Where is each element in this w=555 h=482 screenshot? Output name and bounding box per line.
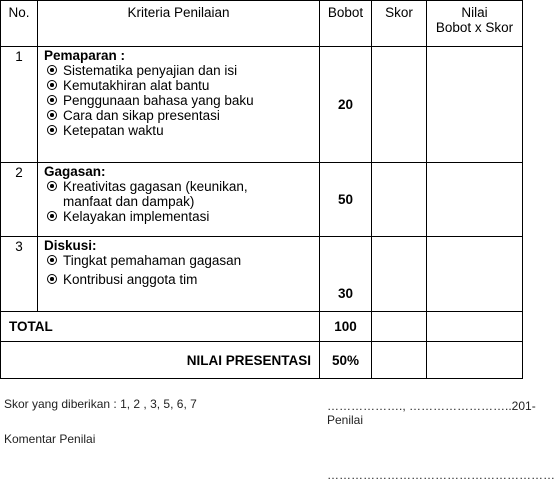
- criteria-title: Diskusi:: [44, 238, 97, 253]
- radio-bullet-icon: [47, 80, 57, 90]
- criteria-item: Penggunaan bahasa yang baku: [44, 93, 319, 108]
- nilai-cell[interactable]: [427, 47, 523, 163]
- criteria-item: Ketepatan waktu: [44, 123, 319, 138]
- bobot-value: 30: [320, 237, 372, 312]
- row-number: 1: [1, 47, 38, 163]
- criteria-row-1: [1, 47, 523, 163]
- criteria-list: [44, 253, 319, 287]
- criteria-item: Kemutakhiran alat bantu: [44, 78, 319, 93]
- signature-line: …………………………………………………: [327, 468, 555, 482]
- criteria-row-2: [1, 163, 523, 237]
- total-row: [1, 312, 523, 342]
- nilai-presentasi-skor-cell[interactable]: [372, 342, 427, 379]
- criteria-list: [44, 179, 319, 224]
- criteria-title: Pemaparan :: [44, 48, 126, 63]
- nilai-cell[interactable]: [427, 237, 523, 312]
- date-line: ………………., ……………………..201-: [327, 399, 536, 413]
- header-row: [1, 1, 523, 47]
- criteria-item: Kreativitas gagasan (keunikan,: [44, 179, 319, 194]
- komentar-label: Komentar Penilai: [4, 432, 96, 446]
- radio-bullet-icon: [47, 255, 57, 265]
- nilai-cell[interactable]: [427, 163, 523, 237]
- criteria-cell: [38, 47, 320, 163]
- skor-cell[interactable]: [372, 237, 427, 312]
- criteria-cell: [38, 237, 320, 312]
- criteria-cell: [38, 163, 320, 237]
- radio-bullet-icon: [47, 181, 57, 191]
- skor-cell[interactable]: [372, 47, 427, 163]
- criteria-item: Cara dan sikap presentasi: [44, 108, 319, 123]
- radio-bullet-icon: [47, 65, 57, 75]
- penilai-label: Penilai: [327, 413, 364, 427]
- criteria-row-3: [1, 237, 523, 312]
- radio-bullet-icon: [47, 211, 57, 221]
- total-bobot: 100: [320, 312, 372, 342]
- header-no: No.: [1, 1, 38, 47]
- criteria-item: Kelayakan implementasi: [44, 209, 319, 224]
- criteria-item: Sistematika penyajian dan isi: [44, 63, 319, 78]
- radio-bullet-icon: [47, 274, 57, 284]
- nilai-presentasi-nilai-cell[interactable]: [427, 342, 523, 379]
- criteria-title: Gagasan:: [44, 164, 106, 179]
- radio-bullet-icon: [47, 110, 57, 120]
- row-number: 2: [1, 163, 38, 237]
- radio-bullet-icon: [47, 125, 57, 135]
- radio-bullet-icon: [47, 95, 57, 105]
- total-label: TOTAL: [1, 312, 320, 342]
- header-nilai: [427, 1, 523, 47]
- nilai-presentasi-label: NILAI PRESENTASI: [1, 342, 320, 379]
- nilai-presentasi-row: [1, 342, 523, 379]
- total-skor-cell[interactable]: [372, 312, 427, 342]
- bobot-value: 50: [320, 163, 372, 237]
- criteria-list: [44, 63, 319, 138]
- nilai-presentasi-value: 50%: [320, 342, 372, 379]
- total-nilai-cell[interactable]: [427, 312, 523, 342]
- bobot-value: 20: [320, 47, 372, 163]
- header-kriteria: Kriteria Penilaian: [38, 1, 320, 47]
- score-options-text: Skor yang diberikan : 1, 2 , 3, 5, 6, 7: [4, 397, 197, 411]
- header-nilai-title: Nilai: [461, 5, 488, 20]
- row-number: 3: [1, 237, 38, 312]
- criteria-item: Tingkat pemahaman gagasan: [44, 253, 319, 268]
- header-nilai-subtitle: Bobot x Skor: [435, 20, 514, 35]
- criteria-item-continuation: manfaat dan dampak): [63, 194, 195, 209]
- header-bobot: Bobot: [320, 1, 372, 47]
- skor-cell[interactable]: [372, 163, 427, 237]
- criteria-item: Kontribusi anggota tim: [44, 272, 319, 287]
- header-skor: Skor: [372, 1, 427, 47]
